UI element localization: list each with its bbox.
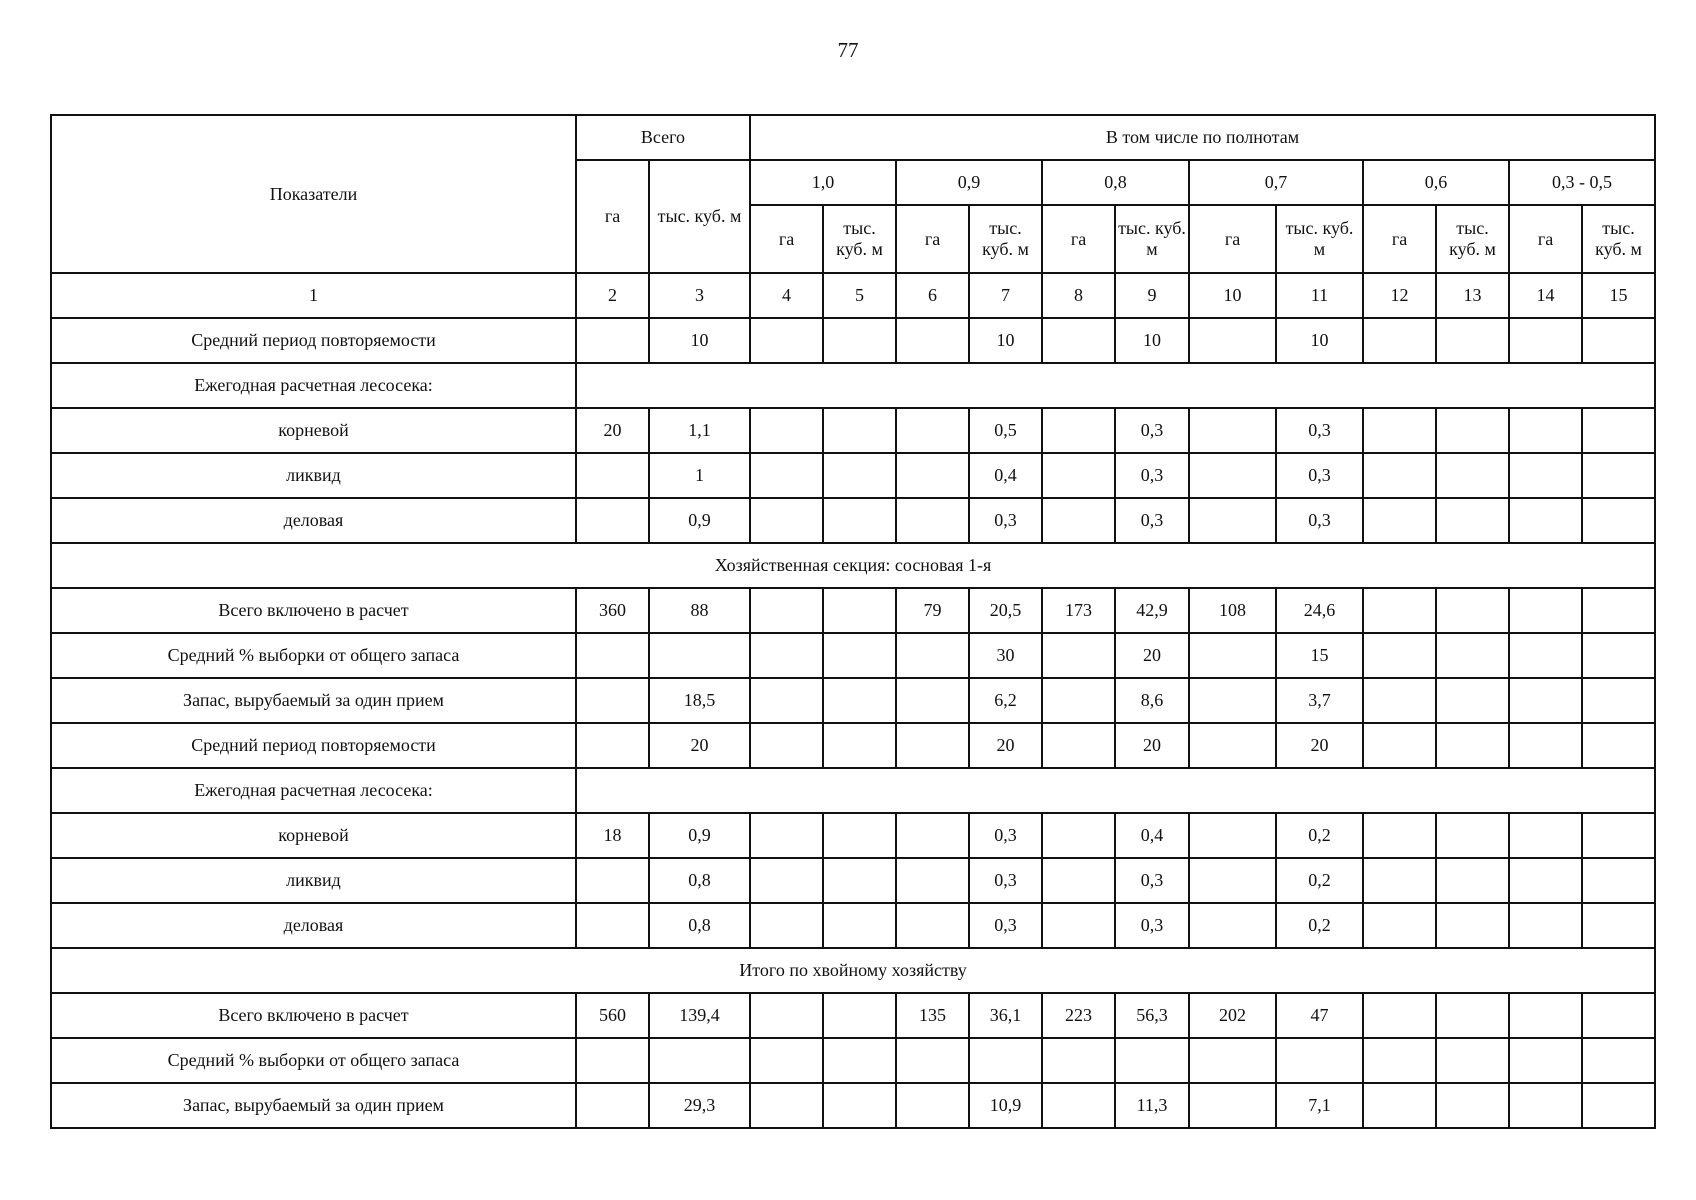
table-cell: [1363, 453, 1436, 498]
table-cell: [1436, 678, 1509, 723]
table-cell: [1436, 588, 1509, 633]
table-cell: [1042, 318, 1115, 363]
table-cell: 0,2: [1276, 903, 1363, 948]
table-cell: [576, 903, 649, 948]
table-row: [51, 993, 1655, 1038]
table-cell: [1436, 453, 1509, 498]
table-cell: 0,2: [1276, 858, 1363, 903]
table-cell: 10: [969, 318, 1042, 363]
table-cell: [1189, 1038, 1276, 1083]
table-cell: 173: [1042, 588, 1115, 633]
column-number: 6: [896, 273, 969, 318]
column-number: 1: [51, 273, 576, 318]
header-row-1: [51, 115, 1655, 160]
table-cell: [1582, 723, 1655, 768]
table-cell: [576, 453, 649, 498]
table-cell: [1436, 408, 1509, 453]
table-cell: [823, 903, 896, 948]
table-row: [51, 498, 1655, 543]
column-number: 10: [1189, 273, 1276, 318]
table-cell: 0,8: [649, 858, 750, 903]
column-number: 2: [576, 273, 649, 318]
table-cell: 0,3: [1115, 858, 1189, 903]
table-cell: 18: [576, 813, 649, 858]
table-row: [51, 858, 1655, 903]
table-cell: [1509, 903, 1582, 948]
table-cell: 0,3: [969, 858, 1042, 903]
table-cell: [1509, 318, 1582, 363]
table-cell: [1189, 723, 1276, 768]
table-cell: [1509, 678, 1582, 723]
table-cell: 108: [1189, 588, 1276, 633]
table-cell: 30: [969, 633, 1042, 678]
table-cell: [750, 678, 823, 723]
empty-cell: [576, 363, 1655, 408]
header-density: 0,3 - 0,5: [1509, 160, 1655, 205]
table-cell: [1363, 588, 1436, 633]
table-cell: 0,3: [969, 813, 1042, 858]
header-indicator: Показатели: [51, 115, 576, 273]
table-cell: 0,3: [1115, 498, 1189, 543]
table-row: [51, 678, 1655, 723]
table-cell: [1042, 408, 1115, 453]
table-cell: 7,1: [1276, 1083, 1363, 1128]
table-cell: [750, 453, 823, 498]
table-row: [51, 903, 1655, 948]
table-cell: 11,3: [1115, 1083, 1189, 1128]
table-cell: 20: [576, 408, 649, 453]
row-label: корневой: [51, 813, 576, 858]
table-cell: [1582, 318, 1655, 363]
table-cell: 360: [576, 588, 649, 633]
table-cell: [896, 1083, 969, 1128]
header-ha: га: [896, 205, 969, 273]
table-cell: 0,8: [649, 903, 750, 948]
column-number-row: [51, 273, 1655, 318]
column-number: 12: [1363, 273, 1436, 318]
table-cell: [1582, 903, 1655, 948]
table-cell: [1189, 633, 1276, 678]
table-cell: 79: [896, 588, 969, 633]
table-cell: [1582, 858, 1655, 903]
table-row: [51, 1038, 1655, 1083]
table-cell: [1436, 1083, 1509, 1128]
table-cell: 0,3: [1115, 903, 1189, 948]
table-cell: [576, 1038, 649, 1083]
table-cell: [896, 453, 969, 498]
table-cell: [1363, 813, 1436, 858]
table-cell: [1582, 813, 1655, 858]
table-cell: [1363, 318, 1436, 363]
column-number: 15: [1582, 273, 1655, 318]
table-cell: [576, 858, 649, 903]
table-cell: [1582, 993, 1655, 1038]
table-cell: [576, 723, 649, 768]
table-row: [51, 588, 1655, 633]
table-cell: 6,2: [969, 678, 1042, 723]
table-cell: [1189, 813, 1276, 858]
table-cell: [1363, 678, 1436, 723]
table-cell: [1582, 453, 1655, 498]
table-cell: [896, 813, 969, 858]
header-volume: тыс. куб. м: [1582, 205, 1655, 273]
row-label: Запас, вырубаемый за один прием: [51, 1083, 576, 1128]
table-cell: [1509, 408, 1582, 453]
table-cell: 42,9: [1115, 588, 1189, 633]
table-cell: [1509, 633, 1582, 678]
header-ha: га: [1509, 205, 1582, 273]
table-cell: 47: [1276, 993, 1363, 1038]
table-row: [51, 633, 1655, 678]
header-total: Всего: [576, 115, 750, 160]
table-cell: [1363, 993, 1436, 1038]
table-row: [51, 723, 1655, 768]
section-title: Итого по хвойному хозяйству: [51, 948, 1655, 993]
header-total-volume: тыс. куб. м: [649, 160, 750, 273]
row-label: Ежегодная расчетная лесосека:: [51, 768, 576, 813]
table-cell: [823, 1038, 896, 1083]
header-volume: тыс. куб. м: [969, 205, 1042, 273]
table-row: [51, 453, 1655, 498]
table-cell: 10: [1276, 318, 1363, 363]
table-cell: [1582, 633, 1655, 678]
table-cell: 10: [649, 318, 750, 363]
page-number: 77: [837, 38, 859, 62]
table-cell: 139,4: [649, 993, 750, 1038]
table-cell: [896, 723, 969, 768]
table-cell: 0,3: [1276, 498, 1363, 543]
table-cell: 20: [1115, 723, 1189, 768]
table-cell: [1189, 498, 1276, 543]
table-cell: [969, 1038, 1042, 1083]
header-ha: га: [750, 205, 823, 273]
table-cell: [823, 678, 896, 723]
table-cell: [750, 1083, 823, 1128]
table-cell: [1436, 723, 1509, 768]
table-cell: 0,3: [1276, 453, 1363, 498]
table-cell: [1042, 1083, 1115, 1128]
table-cell: [750, 318, 823, 363]
table-cell: [823, 1083, 896, 1128]
row-label: Средний % выборки от общего запаса: [51, 633, 576, 678]
table-cell: [1042, 498, 1115, 543]
table-cell: [896, 408, 969, 453]
table-cell: [896, 678, 969, 723]
table-cell: 0,4: [969, 453, 1042, 498]
table-cell: [649, 633, 750, 678]
table-cell: 36,1: [969, 993, 1042, 1038]
table-cell: 0,3: [969, 498, 1042, 543]
table-cell: [750, 858, 823, 903]
column-number: 11: [1276, 273, 1363, 318]
row-label: деловая: [51, 498, 576, 543]
table-cell: 24,6: [1276, 588, 1363, 633]
table-cell: [1042, 903, 1115, 948]
header-by-density: В том числе по полнотам: [750, 115, 1655, 160]
table-cell: [1509, 723, 1582, 768]
column-number: 5: [823, 273, 896, 318]
table-cell: [1436, 1038, 1509, 1083]
table-cell: [1363, 723, 1436, 768]
row-label: корневой: [51, 408, 576, 453]
header-ha: га: [1042, 205, 1115, 273]
table-cell: [1436, 813, 1509, 858]
table-cell: 0,3: [1115, 453, 1189, 498]
table-cell: 0,9: [649, 498, 750, 543]
column-number: 7: [969, 273, 1042, 318]
section-row: [51, 948, 1655, 993]
header-ha: га: [1363, 205, 1436, 273]
row-label: Запас, вырубаемый за один прием: [51, 678, 576, 723]
table-cell: 29,3: [649, 1083, 750, 1128]
table-cell: 20: [1115, 633, 1189, 678]
table-cell: [1363, 1083, 1436, 1128]
table-cell: [896, 903, 969, 948]
table-cell: [1042, 723, 1115, 768]
table-cell: [1509, 858, 1582, 903]
table-cell: [823, 498, 896, 543]
table-cell: [576, 1083, 649, 1128]
table-cell: [1582, 408, 1655, 453]
table-cell: 202: [1189, 993, 1276, 1038]
header-ha: га: [1189, 205, 1276, 273]
table-cell: 20: [969, 723, 1042, 768]
table-cell: [750, 633, 823, 678]
row-label: Всего включено в расчет: [51, 588, 576, 633]
table-cell: [896, 858, 969, 903]
table-cell: [1042, 1038, 1115, 1083]
table-cell: 1,1: [649, 408, 750, 453]
table-cell: [823, 723, 896, 768]
table-cell: 0,3: [969, 903, 1042, 948]
table-cell: [1189, 318, 1276, 363]
table-cell: 10: [1115, 318, 1189, 363]
table-cell: [576, 498, 649, 543]
table-cell: [1582, 1083, 1655, 1128]
table-cell: [823, 993, 896, 1038]
header-total-ha: га: [576, 160, 649, 273]
table-cell: [1042, 453, 1115, 498]
table-cell: [896, 318, 969, 363]
table-cell: [1363, 408, 1436, 453]
column-number: 13: [1436, 273, 1509, 318]
table-cell: [823, 858, 896, 903]
table-row: [51, 813, 1655, 858]
table-cell: 56,3: [1115, 993, 1189, 1038]
table-cell: [1189, 408, 1276, 453]
table-cell: 135: [896, 993, 969, 1038]
table-cell: [1189, 453, 1276, 498]
table-cell: 0,5: [969, 408, 1042, 453]
table-cell: [1042, 813, 1115, 858]
table-cell: 0,2: [1276, 813, 1363, 858]
header-volume: тыс. куб. м: [823, 205, 896, 273]
table-cell: [896, 498, 969, 543]
table-cell: [1276, 1038, 1363, 1083]
table-cell: [1509, 993, 1582, 1038]
table-cell: [1363, 903, 1436, 948]
column-number: 3: [649, 273, 750, 318]
header-volume: тыс. куб. м: [1436, 205, 1509, 273]
table-cell: [1509, 588, 1582, 633]
row-label: Средний период повторяемости: [51, 723, 576, 768]
table-cell: [1189, 858, 1276, 903]
table-cell: [823, 318, 896, 363]
row-label: ликвид: [51, 858, 576, 903]
table-cell: [823, 408, 896, 453]
header-density: 1,0: [750, 160, 896, 205]
table-cell: [1042, 633, 1115, 678]
header-density: 0,9: [896, 160, 1042, 205]
table-cell: [1436, 858, 1509, 903]
row-label: Ежегодная расчетная лесосека:: [51, 363, 576, 408]
table-cell: [576, 678, 649, 723]
table-cell: 20: [649, 723, 750, 768]
table-cell: [1582, 588, 1655, 633]
column-number: 8: [1042, 273, 1115, 318]
table-cell: [1436, 993, 1509, 1038]
table-cell: [576, 633, 649, 678]
section-row: [51, 543, 1655, 588]
row-label: Средний % выборки от общего запаса: [51, 1038, 576, 1083]
table-cell: [823, 588, 896, 633]
table-cell: 88: [649, 588, 750, 633]
empty-cell: [576, 768, 1655, 813]
table-cell: 0,3: [1276, 408, 1363, 453]
row-label: Средний период повторяемости: [51, 318, 576, 363]
table-cell: [1509, 1083, 1582, 1128]
table-cell: 3,7: [1276, 678, 1363, 723]
table-row: [51, 408, 1655, 453]
table-cell: [750, 498, 823, 543]
header-volume: тыс. куб. м: [1115, 205, 1189, 273]
table-cell: [750, 993, 823, 1038]
table-cell: 20: [1276, 723, 1363, 768]
table-cell: 1: [649, 453, 750, 498]
table-cell: [1436, 498, 1509, 543]
table-cell: [823, 813, 896, 858]
table-cell: 223: [1042, 993, 1115, 1038]
header-density: 0,8: [1042, 160, 1189, 205]
table-cell: [1363, 858, 1436, 903]
table-cell: 0,3: [1115, 408, 1189, 453]
table-cell: [1189, 678, 1276, 723]
table-cell: [1509, 1038, 1582, 1083]
table-cell: 20,5: [969, 588, 1042, 633]
table-row: [51, 318, 1655, 363]
table-cell: [823, 453, 896, 498]
table-cell: [1363, 1038, 1436, 1083]
table-cell: 15: [1276, 633, 1363, 678]
row-label: Всего включено в расчет: [51, 993, 576, 1038]
table-cell: [1042, 678, 1115, 723]
table-cell: 18,5: [649, 678, 750, 723]
table-cell: 0,9: [649, 813, 750, 858]
table-cell: [1509, 453, 1582, 498]
table-cell: [823, 633, 896, 678]
table-cell: [1363, 498, 1436, 543]
table-row: [51, 1083, 1655, 1128]
table-cell: [1436, 903, 1509, 948]
column-number: 14: [1509, 273, 1582, 318]
table-cell: [750, 588, 823, 633]
table-cell: 560: [576, 993, 649, 1038]
forest-stock-table: [50, 114, 1656, 1129]
column-number: 9: [1115, 273, 1189, 318]
table-cell: [750, 903, 823, 948]
table-cell: 8,6: [1115, 678, 1189, 723]
table-cell: [1042, 858, 1115, 903]
table-cell: [1582, 1038, 1655, 1083]
header-density: 0,6: [1363, 160, 1509, 205]
subheading-row: [51, 768, 1655, 813]
header-density: 0,7: [1189, 160, 1363, 205]
table-cell: [649, 1038, 750, 1083]
table-cell: [750, 723, 823, 768]
table-cell: [1189, 1083, 1276, 1128]
table-cell: 0,4: [1115, 813, 1189, 858]
table-cell: [576, 318, 649, 363]
table-cell: [896, 1038, 969, 1083]
table-cell: [1115, 1038, 1189, 1083]
table-cell: [750, 1038, 823, 1083]
table-cell: [1509, 498, 1582, 543]
table-cell: [1189, 903, 1276, 948]
table-cell: [750, 408, 823, 453]
table-cell: [896, 633, 969, 678]
table-cell: [1363, 633, 1436, 678]
header-volume: тыс. куб. м: [1276, 205, 1363, 273]
table-cell: [1436, 318, 1509, 363]
table-cell: [750, 813, 823, 858]
subheading-row: [51, 363, 1655, 408]
column-number: 4: [750, 273, 823, 318]
table-cell: [1509, 813, 1582, 858]
table-cell: [1436, 633, 1509, 678]
table-cell: [1582, 678, 1655, 723]
table-cell: 10,9: [969, 1083, 1042, 1128]
row-label: деловая: [51, 903, 576, 948]
section-title: Хозяйственная секция: сосновая 1-я: [51, 543, 1655, 588]
row-label: ликвид: [51, 453, 576, 498]
table-cell: [1582, 498, 1655, 543]
